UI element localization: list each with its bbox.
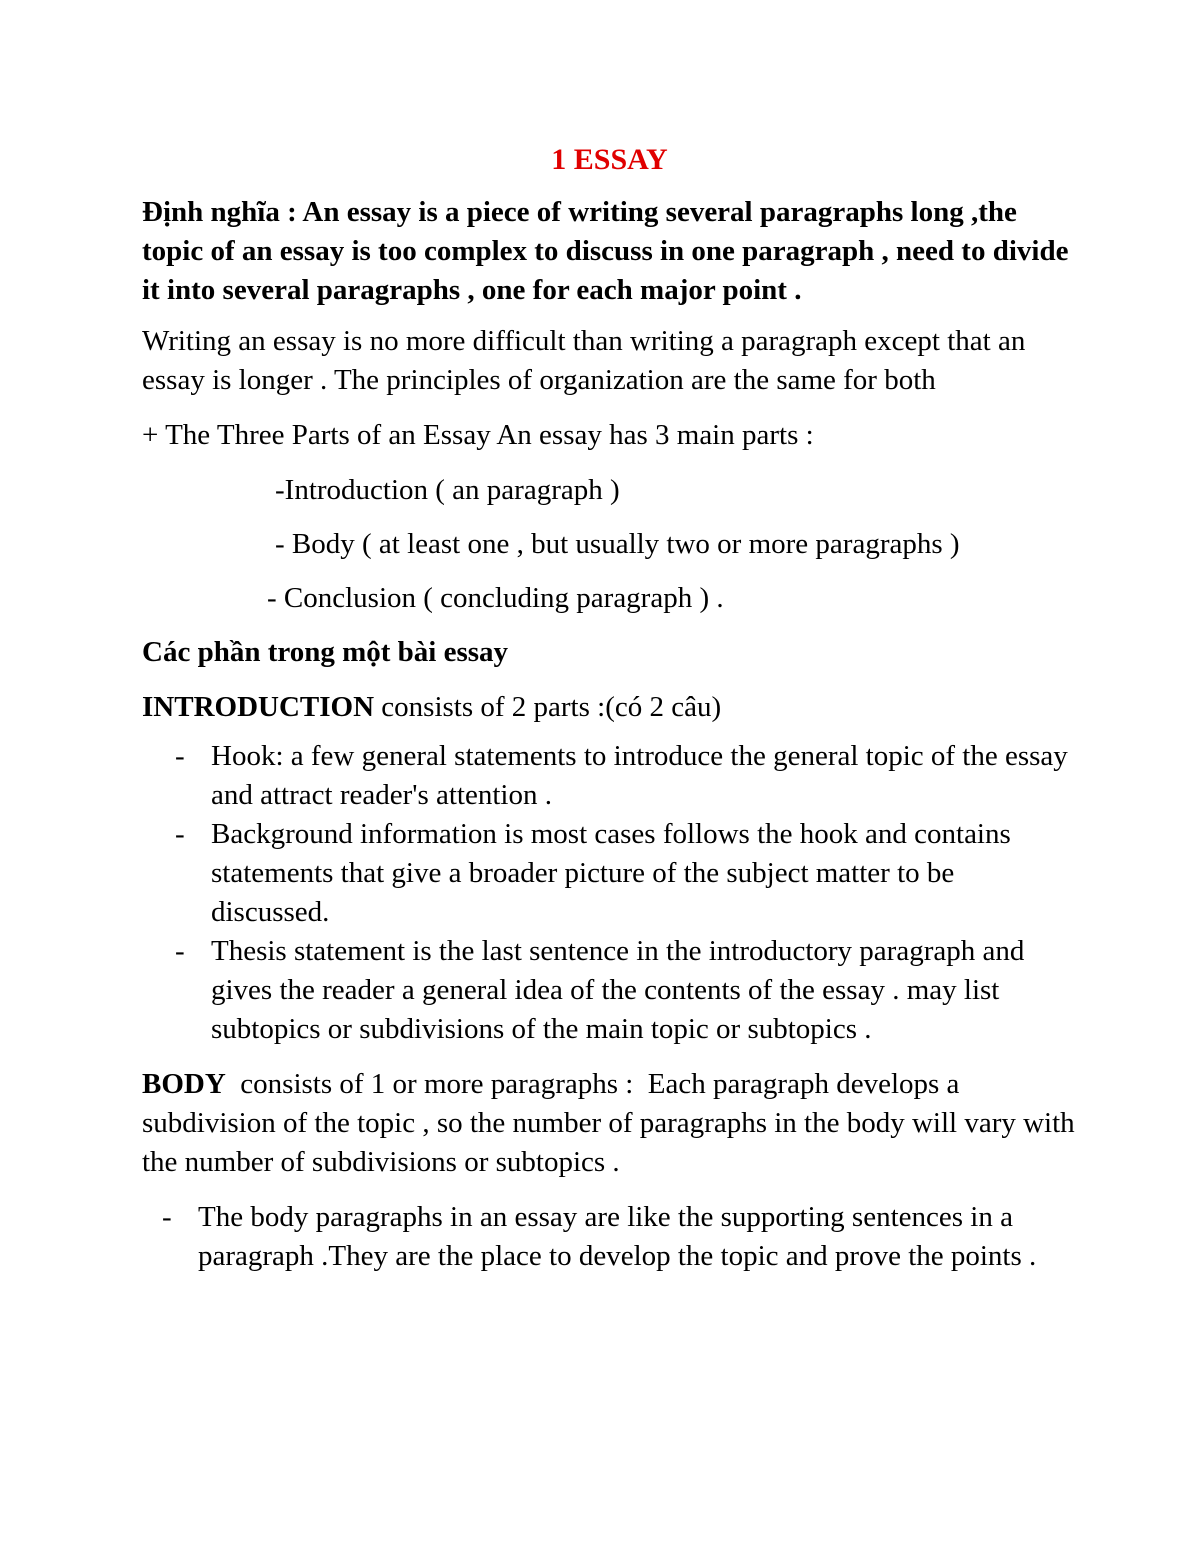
dash-bullet: -	[175, 818, 185, 850]
document-title: 1 ESSAY	[551, 143, 668, 176]
part-introduction: -Introduction ( an paragraph )	[275, 474, 620, 506]
intro-paragraph: Writing an essay is no more difficult than writing a paragraph except that an essay is longer . The principles of organization are the same for both	[142, 325, 1026, 396]
definition-paragraph: Định nghĩa : An essay is a piece of writing several paragraphs long ,the topic of an essay is too complex to discuss in one paragraph , need to divide it into several paragraphs , one for each major point .	[142, 196, 1069, 306]
dash-bullet: -	[175, 740, 185, 772]
body-keyword: BODY	[142, 1068, 226, 1100]
list-item-text: Hook: a few general statements to introduce the general topic of the essay and attract reader's attention .	[211, 740, 1068, 811]
body-list	[142, 1198, 1077, 1276]
dash-bullet: -	[162, 1201, 172, 1233]
body-paragraph	[142, 1065, 1082, 1182]
part-conclusion: - Conclusion ( concluding paragraph ) .	[267, 582, 724, 614]
list-item-text: Background information is most cases follows the hook and contains statements that give a broader picture of the subject matter to be discussed.	[211, 818, 1011, 928]
three-parts-line: + The Three Parts of an Essay An essay has 3 main parts :	[142, 419, 814, 451]
introduction-paragraph	[142, 688, 1077, 727]
document-content	[142, 140, 1082, 1292]
list-item	[142, 737, 1077, 815]
introduction-list	[142, 737, 1077, 1049]
section-heading: Các phần trong một bài essay	[142, 636, 509, 668]
body-rest: consists of 1 or more paragraphs : Each paragraph develops a subdivision of the topic , so the number of paragraphs in the body will vary with the number of subdivisions or subtopics .	[142, 1068, 1082, 1178]
list-item	[142, 932, 1077, 1049]
part-body: - Body ( at least one , but usually two or more paragraphs )	[275, 528, 960, 560]
introduction-rest: consists of 2 parts :(có 2 câu)	[374, 691, 722, 723]
dash-bullet: -	[175, 935, 185, 967]
list-item-text: The body paragraphs in an essay are like the supporting sentences in a paragraph .They are the place to develop the topic and prove the points .	[198, 1201, 1037, 1272]
list-item-text: Thesis statement is the last sentence in the introductory paragraph and gives the reader a general idea of the contents of the essay . may list subtopics or subdivisions of the main topic or subtopics .	[211, 935, 1025, 1045]
list-item	[142, 1198, 1077, 1276]
list-item	[142, 815, 1077, 932]
introduction-keyword: INTRODUCTION	[142, 691, 375, 723]
